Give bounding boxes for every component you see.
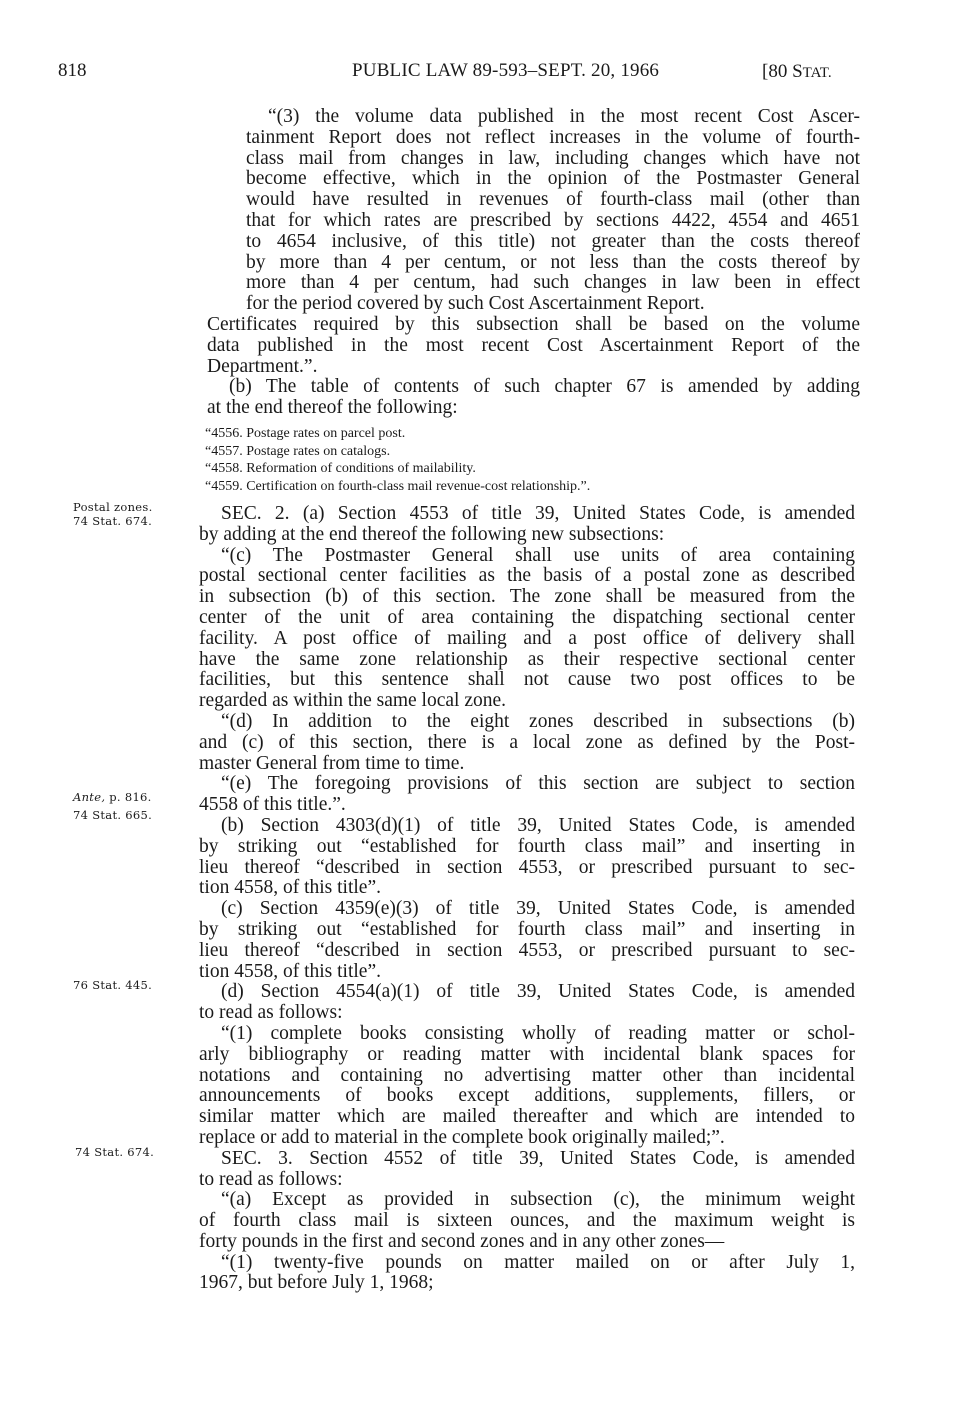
paragraph (199, 774, 855, 816)
text-line: would have resulted in revenues of fourth-class mail (other than (246, 189, 860, 211)
certificates-and-toc-amendment (207, 315, 860, 419)
text-line: (b) The table of contents of such chapter 67 is amended by adding (229, 376, 860, 398)
paragraph (207, 377, 860, 419)
text-line: SEC. 3. Section 4552 of title 39, United States Code, is amended (221, 1147, 855, 1169)
text-line: to 4654 inclusive, of this title) not greater than the costs thereof (246, 230, 860, 252)
margin-note-citation: 74 Stat. 674. (73, 514, 153, 528)
toc-entry: “4558. Reformation of conditions of mailability. (205, 461, 476, 477)
paragraph (199, 816, 855, 899)
toc-entry: “4557. Postage rates on catalogs. (205, 443, 391, 459)
text-line: arly bibliography or reading matter with incidental blank spaces for (199, 1043, 855, 1065)
page-number: 818 (58, 60, 87, 81)
paragraph (199, 1024, 855, 1149)
text-line: data published in the most recent Cost Ascertainment Report of the (207, 334, 860, 356)
text-line: “(1) twenty-five pounds on matter mailed on or after July 1, (221, 1251, 855, 1273)
text-line: and (c) of this section, there is a local zone as defined by the Post- (199, 731, 855, 753)
margin-note-ante (73, 790, 152, 804)
text-line: similar matter which are mailed thereafter and which are intended to (199, 1106, 855, 1128)
text-line: “(3) the volume data published in the most recent Cost Ascer- (268, 106, 860, 127)
text-line: regarded as within the same local zone. (199, 690, 507, 712)
paragraph (199, 1253, 855, 1295)
text-line: SEC. 2. (a) Section 4553 of title 39, United States Code, is amended (221, 503, 855, 524)
text-line: tion 4558, of this title”. (199, 877, 381, 899)
paragraph (199, 712, 855, 774)
text-line: facilities, but this sentence shall not cause two post offices to be (199, 669, 855, 691)
text-line: (d) Section 4554(a)(1) of title 39, United States Code, is amended (221, 981, 855, 1003)
text-line: (c) Section 4359(e)(3) of title 39, United States Code, is amended (221, 898, 855, 920)
text-line: by adding at the end thereof the following new subsections: (199, 523, 665, 545)
paragraph (199, 1149, 855, 1191)
text-line: Department.”. (207, 355, 318, 377)
page-title: PUBLIC LAW 89-593–SEPT. 20, 1966 (352, 60, 660, 81)
margin-note-citation: 74 Stat. 665. (73, 808, 153, 822)
text-line: by more than 4 per centum, or not less than the costs thereof by (246, 251, 860, 273)
text-line: forty pounds in the first and second zones and in any other zones— (199, 1230, 725, 1252)
text-line: “(a) Except as provided in subsection (c), the minimum weight (221, 1189, 855, 1211)
text-line: tion 4558, of this title”. (199, 960, 381, 982)
text-line: tainment Report does not reflect increases in the volume of fourth- (246, 126, 860, 148)
text-line: lieu thereof “described in section 4553, or prescribed pursuant to sec- (199, 856, 855, 878)
ante-page: p. 816. (105, 790, 152, 804)
text-line: by striking out “established for fourth class mail” and inserting in (199, 918, 855, 940)
text-line: postal sectional center facilities as the basis of a postal zone as described (199, 565, 855, 587)
text-line: have the same zone relationship as their respective sectional center (199, 648, 855, 670)
text-line: (b) Section 4303(d)(1) of title 39, United States Code, is amended (221, 814, 855, 836)
text-line: that for which rates are prescribed by sections 4422, 4554 and 4651 (246, 209, 860, 231)
statute-volume (762, 61, 832, 83)
paragraph (199, 546, 855, 712)
text-line: announcements of books except additions, supplements, fillers, or (199, 1085, 855, 1107)
text-line: to read as follows: (199, 1002, 343, 1024)
paragraph (199, 899, 855, 982)
text-line: in subsection (b) of this section. The zone shall be measured from the (199, 586, 855, 608)
ante-italic: Ante, (73, 790, 106, 804)
margin-note-citation: 76 Stat. 445. (73, 978, 153, 992)
text-line: center of the unit of area containing the dispatching sectional center (199, 606, 855, 628)
text-line: “(1) complete books consisting wholly of reading matter or schol- (221, 1022, 855, 1044)
text-line: 1967, but before July 1, 1968; (199, 1272, 434, 1294)
text-line: facility. A post office of mailing and a post office of delivery shall (199, 627, 855, 649)
text-line: at the end thereof the following: (207, 397, 458, 419)
subsection-3-block (246, 107, 860, 315)
text-line: replace or add to material in the complete book originally mailed;”. (199, 1126, 725, 1148)
text-line: lieu thereof “described in section 4553, or prescribed pursuant to sec- (199, 939, 855, 961)
margin-note-citation: 74 Stat. 674. (75, 1145, 155, 1159)
sections-2-and-3 (199, 504, 855, 1294)
paragraph (199, 504, 855, 546)
paragraph (246, 107, 860, 315)
text-line: 4558 of this title.”. (199, 794, 346, 816)
paragraph (199, 982, 855, 1024)
text-line: by striking out “established for fourth class mail” and inserting in (199, 835, 855, 857)
text-line: “(c) The Postmaster General shall use units of area containing (221, 544, 855, 566)
stat-prefix: [80 S (762, 61, 803, 82)
margin-note-postal-zones: Postal zones. (73, 500, 153, 514)
stat-suffix: TAT. (802, 65, 832, 81)
toc-entry: “4559. Certification on fourth-class mail revenue-cost relationship.”. (205, 478, 591, 494)
text-line: “(d) In addition to the eight zones described in subsections (b) (221, 710, 855, 732)
text-line: for the period covered by such Cost Ascertainment Report. (246, 293, 705, 315)
text-line: notations and containing no advertising matter other than incidental (199, 1064, 855, 1086)
text-line: become effective, which in the opinion of the Postmaster General (246, 168, 860, 190)
paragraph (199, 1190, 855, 1252)
text-line: to read as follows: (199, 1168, 343, 1190)
text-line: Certificates required by this subsection shall be based on the volume (207, 314, 860, 335)
text-line: more than 4 per centum, had such changes in law been in effect (246, 272, 860, 294)
paragraph (207, 315, 860, 377)
table-of-contents-additions (205, 425, 590, 495)
text-line: master General from time to time. (199, 752, 465, 774)
text-line: of fourth class mail is sixteen ounces, and the maximum weight is (199, 1210, 855, 1232)
text-line: “(e) The foregoing provisions of this section are subject to section (221, 773, 855, 795)
toc-entry: “4556. Postage rates on parcel post. (205, 426, 406, 441)
text-line: class mail from changes in law, including changes which have not (246, 147, 860, 169)
